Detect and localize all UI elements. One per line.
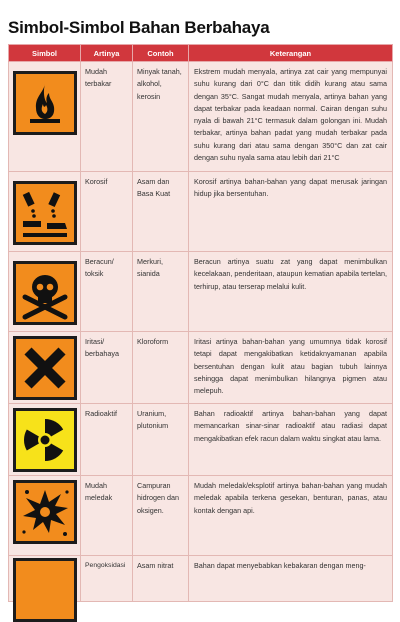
keterangan-cell: Bahan dapat menyebabkan kebakaran dengan meng- (189, 556, 393, 602)
oxidizer-icon (13, 558, 77, 598)
symbol-cell (9, 556, 81, 602)
keterangan-cell: Ekstrem mudah menyala, artinya zat cair yang mempunyai suhu kurang dari 0°C dan titik didih kurang atau sama dengan 35°C. Sangat mudah menyala, artinya bahan yang dapat terbakar pada keadaan normal. Cairan dengan suhu nyala di bawah 21°C termasuk dalam golongan ini. Mudah terbakar, artinya bahan padat yang mudah terbakar pada suhu kurang dari atau sama dengan 350°C dan zat cair dengan suhu nyala sama atau lebih dari 21°C (189, 62, 393, 172)
contoh-cell: Asam dan Basa Kuat (133, 172, 189, 252)
contoh-cell: Minyak tanah, alkohol, kerosin (133, 62, 189, 172)
keterangan-cell: Mudah meledak/eksplotif artinya bahan-bahan yang mudah meledak apabila terkena gesekan, benturan, panas, atau kontak dengan api. (189, 476, 393, 556)
header-artinya: Artinya (81, 45, 133, 62)
artinya-cell: Mudah meledak (81, 476, 133, 556)
hazard-symbols-table (8, 44, 393, 602)
hazard-table-container (8, 44, 392, 570)
table-row (9, 404, 393, 476)
symbol-cell (9, 252, 81, 332)
symbol-cell (9, 332, 81, 404)
keterangan-cell: Korosif artinya bahan-bahan yang dapat merusak jaringan hidup jika bersentuhan. (189, 172, 393, 252)
keterangan-cell: Bahan radioaktif artinya bahan-bahan yang dapat memancarkan sinar-sinar radioaktif atau radiasi dapat mengakibatkan efek racun dalam waktu singkat atau lama. (189, 404, 393, 476)
symbol-cell (9, 172, 81, 252)
header-simbol: Simbol (9, 45, 81, 62)
header-keterangan: Keterangan (189, 45, 393, 62)
table-row (9, 556, 393, 602)
contoh-cell: Kloroform (133, 332, 189, 404)
table-row (9, 172, 393, 252)
table-row (9, 252, 393, 332)
artinya-cell: Radioaktif (81, 404, 133, 476)
corrosive-icon (13, 181, 77, 245)
symbol-cell (9, 404, 81, 476)
contoh-cell: Campuran hidrogen dan oksigen. (133, 476, 189, 556)
radiation-icon (13, 408, 77, 472)
table-row (9, 62, 393, 172)
artinya-cell: Beracun/ toksik (81, 252, 133, 332)
contoh-cell: Asam nitrat (133, 556, 189, 602)
artinya-cell: Mudah terbakar (81, 62, 133, 172)
contoh-cell: Uranium, plutonium (133, 404, 189, 476)
keterangan-cell: Beracun artinya suatu zat yang dapat menimbulkan kecelakaan, penderitaan, ataupun kematian apabila tertelan, terhirup, atau terserap melalui kulit. (189, 252, 393, 332)
irritant-cross-icon (13, 336, 77, 400)
skull-crossbones-icon (13, 261, 77, 325)
table-row (9, 332, 393, 404)
artinya-cell: Pengoksidasi (81, 556, 133, 602)
symbol-cell (9, 476, 81, 556)
table-header-row (9, 45, 393, 62)
contoh-cell: Merkuri, sianida (133, 252, 189, 332)
page-title: Simbol-Simbol Bahan Berbahaya (8, 18, 270, 37)
symbol-cell (9, 62, 81, 172)
flame-icon (13, 71, 77, 135)
artinya-cell: Korosif (81, 172, 133, 252)
keterangan-cell: Iritasi artinya bahan-bahan yang umumnya tidak korosif tetapi dapat mengakibatkan ketidaknyamanan apabila bersentuhan dengan kulit atau bagian tubuh lainnya sehingga dapat menimbulkan hilangnya pigmen atau melepuh. (189, 332, 393, 404)
header-contoh: Contoh (133, 45, 189, 62)
explosive-icon (13, 480, 77, 544)
artinya-cell: Iritasi/ berbahaya (81, 332, 133, 404)
table-row (9, 476, 393, 556)
